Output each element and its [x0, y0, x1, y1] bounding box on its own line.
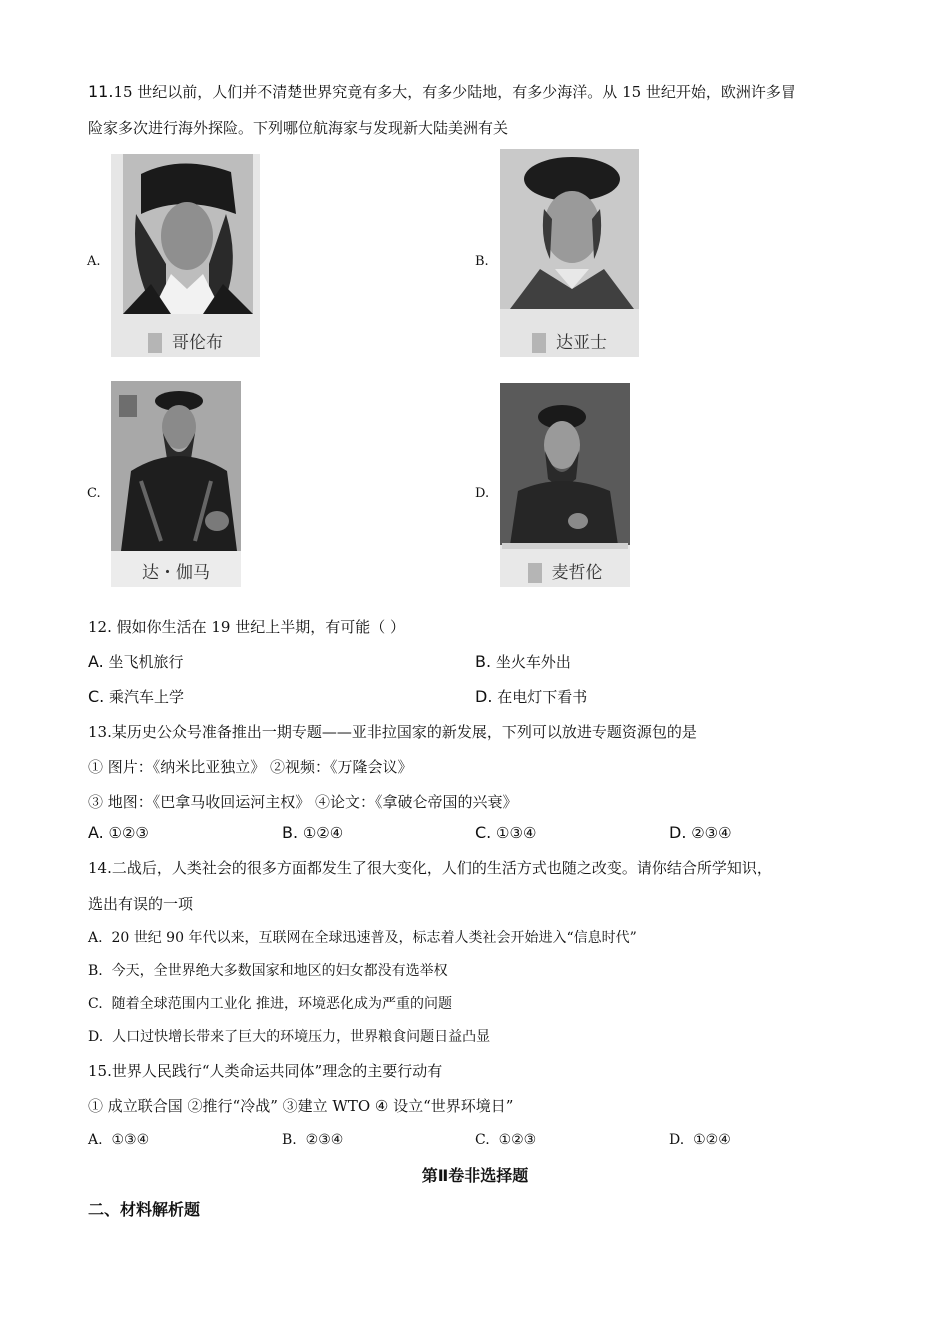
q14-option-b-letter: B.	[88, 963, 103, 979]
q15-option-b-letter: B.	[282, 1132, 297, 1148]
q11-option-c-letter: C.	[87, 486, 101, 501]
da-gama-portrait-image	[111, 381, 241, 587]
q12-option-b[interactable]	[475, 652, 571, 672]
q11-option-c-name: 达・伽马	[142, 563, 210, 583]
q11-stem-line2: 险家多次进行海外探险。下列哪位航海家与发现新大陆美洲有关	[88, 119, 509, 137]
q13-option-b[interactable]	[282, 823, 343, 843]
q14-option-b-text: 今天，全世界绝大多数国家和地区的妇女都没有选举权	[111, 963, 448, 979]
q11-option-c-portrait[interactable]	[111, 381, 241, 587]
q12-option-a[interactable]	[88, 652, 184, 672]
q11-option-c-caption	[111, 558, 241, 583]
q11-option-a-name: 哥伦布	[172, 332, 223, 353]
q15-option-d[interactable]	[669, 1130, 731, 1150]
q12-option-b-text: 坐火车外出	[495, 653, 571, 671]
q11-option-d-portrait[interactable]	[500, 383, 630, 587]
q15-option-a-text: ①③④	[111, 1132, 150, 1148]
volume-two-title: 第Ⅱ卷非选择题	[421, 1166, 529, 1185]
q13-option-a-letter: A.	[88, 823, 104, 842]
q13-option-a-text: ①②③	[108, 824, 149, 842]
q13-items-line2: ③ 地图：《巴拿马收回运河主权》 ④论文：《拿破仑帝国的兴衰》	[88, 793, 518, 811]
q14-option-a-letter: A.	[88, 930, 103, 946]
q15-option-b-text: ②③④	[305, 1132, 344, 1148]
q11-option-b-name: 达亚士	[556, 332, 607, 353]
q11-option-a-portrait[interactable]	[111, 154, 260, 357]
q11-option-b-caption	[500, 328, 639, 354]
q14-option-d[interactable]	[88, 1027, 490, 1047]
dias-portrait-image	[500, 149, 639, 357]
q14-option-c-letter: C.	[88, 996, 103, 1012]
q12-option-d-letter: D.	[475, 687, 493, 706]
q11-option-a-letter: A.	[87, 254, 101, 269]
q11-option-d-letter: D.	[475, 486, 490, 501]
q13-option-b-letter: B.	[282, 823, 299, 842]
q12-option-d-text: 在电灯下看书	[497, 688, 588, 706]
q14-option-d-text: 人口过快增长带来了巨大的环境压力，世界粮食问题日益凸显	[112, 1029, 491, 1045]
q15-stem: 15.世界人民践行“人类命运共同体”理念的主要行动有	[88, 1062, 443, 1080]
q15-option-a[interactable]	[88, 1130, 149, 1150]
q15-option-c-letter: C.	[475, 1132, 490, 1148]
q15-option-b[interactable]	[282, 1130, 343, 1150]
q11-stem-line1	[88, 82, 796, 102]
q13-option-d-text: ②③④	[691, 824, 732, 842]
q15-option-c-text: ①②③	[498, 1132, 537, 1148]
q11-option-a-caption	[111, 328, 260, 354]
q12-option-a-letter: A.	[88, 652, 104, 671]
q15-option-a-letter: A.	[88, 1132, 103, 1148]
q12-option-c-letter: C.	[88, 687, 105, 706]
q13-option-a[interactable]	[88, 823, 149, 843]
q13-option-b-text: ①②④	[302, 824, 344, 842]
magellan-portrait-image	[500, 383, 630, 587]
q13-option-d[interactable]	[669, 823, 732, 843]
q12-option-c-text: 乘汽车上学	[109, 688, 185, 706]
q12-stem	[88, 617, 405, 637]
q14-option-d-letter: D.	[88, 1029, 104, 1045]
q11-option-d-caption	[500, 558, 630, 584]
q14-option-c[interactable]	[88, 994, 452, 1014]
q13-option-d-letter: D.	[669, 823, 687, 842]
q15-items: ① 成立联合国 ②推行“冷战” ③建立 WTO ④ 设立“世界环境日”	[88, 1097, 514, 1115]
q14-stem-line1: 14.二战后，人类社会的很多方面都发生了很大变化，人们的生活方式也随之改变。请你结合所学知识，	[88, 859, 772, 877]
q11-option-d-name: 麦哲伦	[551, 562, 603, 583]
q13-items-line1: ① 图片：《纳米比亚独立》 ②视频：《万隆会议》	[88, 758, 413, 776]
q13-option-c-letter: C.	[475, 823, 492, 842]
part-two-heading: 二、材料解析题	[88, 1200, 201, 1219]
q11-option-b-portrait[interactable]	[500, 149, 639, 357]
q14-option-a[interactable]	[88, 928, 637, 948]
q11-option-b-letter: B.	[475, 254, 489, 269]
q13-option-c-text: ①③④	[496, 824, 537, 842]
q12-option-c[interactable]	[88, 687, 184, 707]
q15-option-d-letter: D.	[669, 1132, 685, 1148]
q11-number: 11.	[88, 82, 114, 101]
q13-stem: 13.某历史公众号准备推出一期专题——亚非拉国家的新发展，下列可以放进专题资源包的是	[88, 723, 697, 741]
q12-option-b-letter: B.	[475, 652, 492, 671]
q15-option-c[interactable]	[475, 1130, 536, 1150]
q13-option-c[interactable]	[475, 823, 536, 843]
q15-option-d-text: ①②④	[693, 1132, 731, 1148]
q12-option-a-text: 坐飞机旅行	[108, 653, 184, 671]
q14-option-a-text: 20 世纪 90 年代以来，互联网在全球迅速普及，标志着人类社会开始进入“信息时代”	[111, 930, 637, 946]
q11-line1-text: 15 世纪以前，人们并不清楚世界究竟有多大，有多少陆地，有多少海洋。从 15 世纪开始，欧洲许多冒	[113, 83, 796, 101]
q12-stem-text: 12. 假如你生活在 19 世纪上半期，有可能（ ）	[88, 618, 406, 636]
q14-stem-line2: 选出有误的一项	[88, 895, 194, 913]
q12-option-d[interactable]	[475, 687, 587, 707]
q14-option-c-text: 随着全球范围内工业化 推进，环境恶化成为严重的问题	[111, 996, 453, 1012]
q14-option-b[interactable]	[88, 961, 448, 981]
